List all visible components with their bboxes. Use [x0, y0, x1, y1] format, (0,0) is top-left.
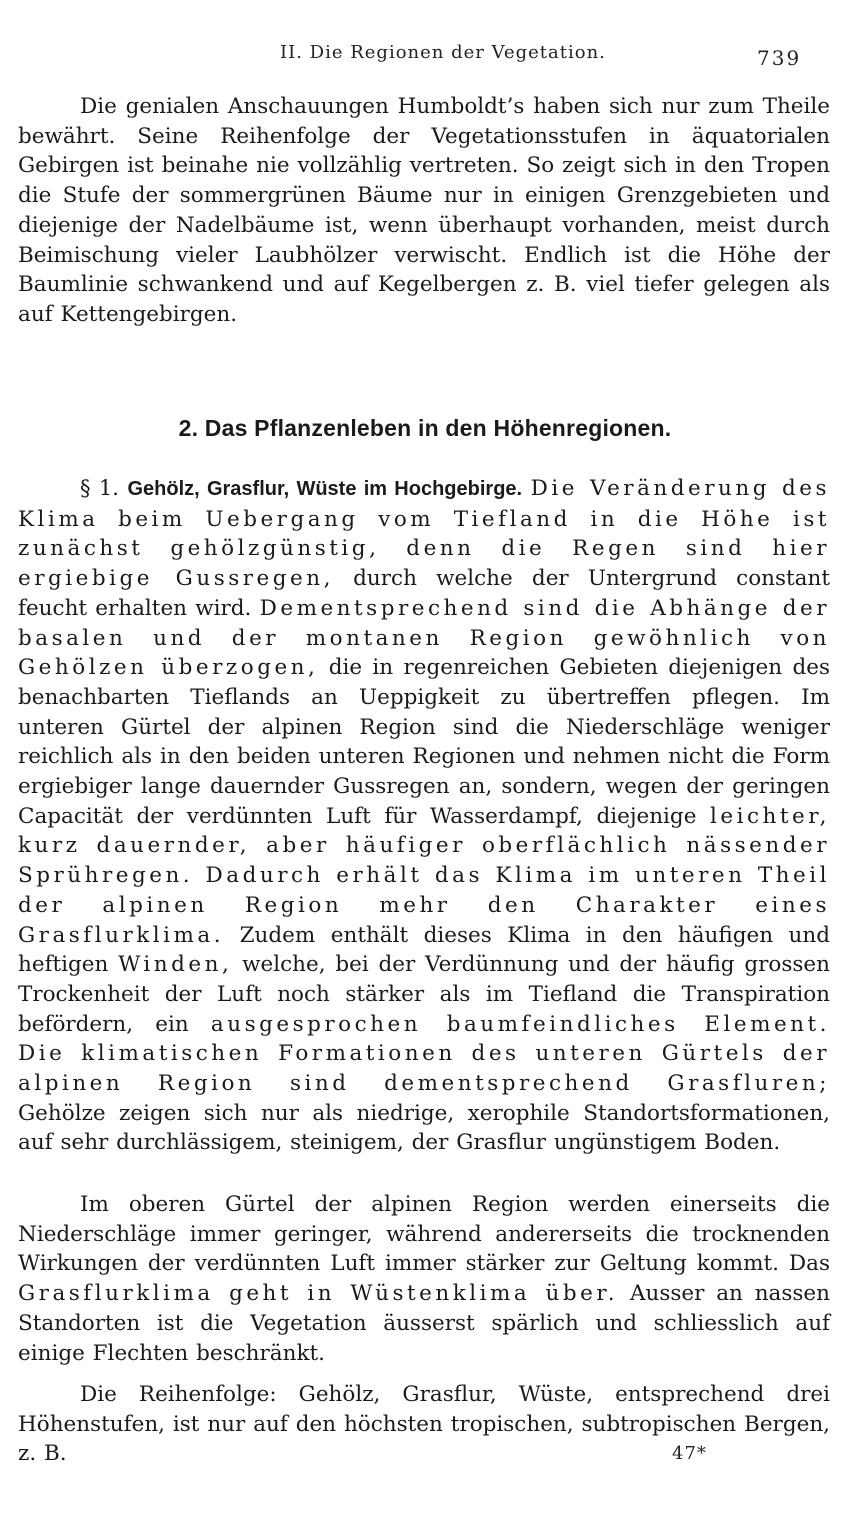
- subsection-heading: Gehölz, Grasflur, Wüste im Hochgebirge.: [127, 478, 523, 500]
- emphasis-text: leichter, kurz dauernder, aber häufiger oberflächlich nässender Sprühregen. Dadurch erhält das Klima im unteren Theil der alpinen Region mehr den Charakter eines Grasflurklima.: [18, 803, 830, 948]
- paragraph-oberer-guertel: [18, 1190, 830, 1368]
- text-segment: Gehölze zeigen sich nur als niedrige, xerophile Standortsformationen, auf sehr durchlässigem, steinigem, der Grasflur ungünstigem Boden.: [18, 1100, 830, 1156]
- paragraph-reihenfolge: Die Reihenfolge: Gehölz, Grasflur, Wüste, entsprechend drei Höhenstufen, ist nur auf den höchsten tropischen, subtropischen Bergen, z. B.: [18, 1382, 830, 1467]
- paragraph-gehoelz-grasflur: [18, 474, 830, 1158]
- text-segment: welche, bei der Verdünnung und der häufig grossen Trockenheit der Luft noch stärker als im Tiefland die Transpiration befördern, ein: [18, 952, 830, 1037]
- paragraph-humboldt: Die genialen Anschauungen Humboldt’s haben sich nur zum Theile bewährt. Seine Reihenfolge der Vegetationsstufen in äquatorialen Gebirgen ist beinahe nie vollzählig vertreten. So zeigt sich in den Tropen die Stufe der sommergrünen Bäume nur in einigen Grenzgebieten und diejenige der Nadelbäume ist, wenn überhaupt vorhanden, meist durch Beimischung vieler Laubhölzer verwischt. Endlich ist die Höhe der Baumlinie schwankend und auf Kegelbergen z. B. viel tiefer gelegen als auf Kettengebirgen.: [18, 94, 830, 327]
- section-heading: 2. Das Pflanzenleben in den Höhenregionen.: [178, 415, 672, 441]
- emphasis-text: Winden,: [118, 952, 233, 978]
- text-segment: Zudem enthält dieses Klima in den häufigen und heftigen: [18, 922, 830, 978]
- emphasis-text: Dementsprechend sind die Abhänge der basalen und der montanen Region gewöhnlich von Gehölzen überzogen,: [18, 595, 830, 681]
- text-segment: die in regenreichen Gebieten diejenigen des benachbarten Tieflands an Ueppigkeit zu übertreffen pflegen. Im unteren Gürtel der alpinen Region sind die Niederschläge weniger reichlich als in den beiden unteren Regionen und nehmen nicht die Form ergiebiger lange dauernder Gussregen an, sondern, wegen der geringen Capacität der verdünnten Luft für Wasserdampf, diejenige: [18, 655, 830, 829]
- section-mark: § 1.: [80, 476, 119, 500]
- text-segment: Im oberen Gürtel der alpinen Region werden einerseits die Niederschläge immer geringer, während andererseits die trocknenden Wirkungen der verdünnten Luft immer stärker zur Geltung kommt. Das: [18, 1192, 830, 1277]
- text-segment: durch welche der Untergrund constant feucht erhalten wird.: [18, 566, 830, 621]
- emphasis-text: ausgesprochen baumfeindliches Element. Die klimatischen Formationen des unteren Gürtels der alpinen Region sind dementsprechend Grasfluren;: [18, 1011, 830, 1097]
- emphasis-text: Die Veränderung des Klima beim Uebergang vom Tiefland in die Höhe ist zunächst gehölzgünstig, denn die Regen sind hier ergiebige Gussregen,: [18, 476, 831, 592]
- emphasis-text: Grasflurklima geht in Wüstenklima über.: [18, 1281, 619, 1307]
- running-head: [0, 42, 850, 72]
- text-segment: Ausser an nassen Standorten ist die Vegetation äusserst spärlich und schliesslich auf einige Flechten beschränkt.: [18, 1281, 831, 1366]
- signature-mark: 47*: [672, 1443, 707, 1464]
- page-number: 739: [757, 46, 802, 70]
- running-title: II. Die Regionen der Vegetation.: [280, 42, 606, 63]
